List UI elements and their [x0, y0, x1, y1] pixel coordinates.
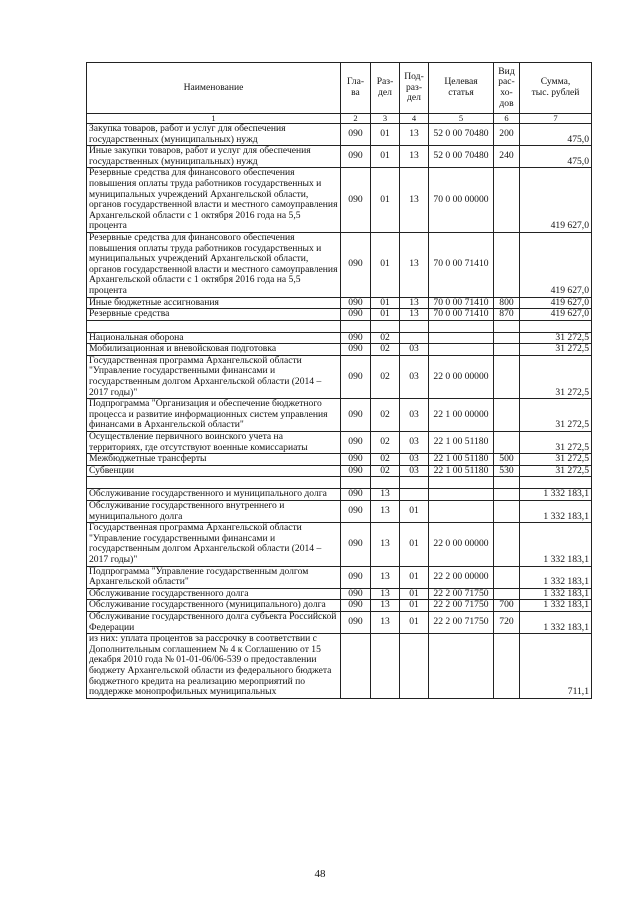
amount-cell: 1 332 183,1 [520, 566, 592, 588]
target-cell: 52 0 00 70480 [429, 124, 494, 146]
section-cell: 02 [371, 355, 400, 398]
section-cell: 13 [371, 523, 400, 566]
subsection-cell: 03 [400, 399, 429, 432]
chapter-cell: 090 [341, 523, 371, 566]
empty-cell [341, 320, 371, 332]
page-number: 48 [314, 868, 326, 880]
exptype-cell [494, 634, 520, 699]
name-cell: Субвенции [87, 465, 341, 477]
amount-cell: 1 332 183,1 [520, 523, 592, 566]
empty-cell [87, 320, 341, 332]
subsection-cell: 13 [400, 168, 429, 233]
name-cell: Обслуживание государственного (муниципального) долга [87, 600, 341, 612]
subsection-cell [400, 332, 429, 344]
amount-cell: 419 627,0 [520, 232, 592, 297]
target-cell [429, 489, 494, 501]
section-cell [371, 634, 400, 699]
section-cell: 01 [371, 168, 400, 233]
col-num: 7 [520, 114, 592, 124]
section-cell: 01 [371, 297, 400, 309]
target-cell [429, 634, 494, 699]
col-num: 6 [494, 114, 520, 124]
table-row [87, 432, 592, 454]
exptype-cell [494, 168, 520, 233]
col-num: 4 [400, 114, 429, 124]
target-cell: 22 1 00 51180 [429, 432, 494, 454]
exptype-cell: 200 [494, 124, 520, 146]
section-cell: 13 [371, 600, 400, 612]
section-cell: 01 [371, 146, 400, 168]
name-cell: из них: уплата процентов за рассрочку в соответствии с Дополнительным соглашением № 4 к Соглашению от 15 декабря 2010 года № 01-01-06/06-539 о предоставлении бюджету Архангельской области из федерального бюджета бюджетного кредита на реализацию мероприятий по поддержке монопрофильных муниципальных [87, 634, 341, 699]
col-target-header: Целевая статья [429, 63, 494, 114]
target-cell [429, 344, 494, 356]
col-chapter-header: Гла- ва [341, 63, 371, 114]
chapter-cell: 090 [341, 399, 371, 432]
name-cell: Подпрограмма "Управление государственным долгом Архангельской области" [87, 566, 341, 588]
target-cell [429, 332, 494, 344]
chapter-cell: 090 [341, 501, 371, 523]
section-cell: 13 [371, 489, 400, 501]
name-cell: Межбюджетные трансферты [87, 454, 341, 466]
subsection-cell: 13 [400, 309, 429, 321]
target-cell: 22 2 00 71750 [429, 600, 494, 612]
table-body [87, 124, 592, 699]
chapter-cell: 090 [341, 232, 371, 297]
target-cell: 22 1 00 00000 [429, 399, 494, 432]
chapter-cell: 090 [341, 355, 371, 398]
amount-cell: 711,1 [520, 634, 592, 699]
table-row [87, 501, 592, 523]
section-cell: 01 [371, 309, 400, 321]
subsection-cell: 03 [400, 432, 429, 454]
exptype-cell [494, 432, 520, 454]
col-exptype-header: Вид рас- хо- дов [494, 63, 520, 114]
target-cell: 22 1 00 51180 [429, 454, 494, 466]
amount-cell: 1 332 183,1 [520, 501, 592, 523]
exptype-cell: 800 [494, 297, 520, 309]
exptype-cell [494, 332, 520, 344]
section-cell: 02 [371, 344, 400, 356]
subsection-cell: 01 [400, 588, 429, 600]
table-row [87, 634, 592, 699]
name-cell: Иные бюджетные ассигнования [87, 297, 341, 309]
table-row [87, 168, 592, 233]
table-row [87, 600, 592, 612]
empty-cell [429, 477, 494, 489]
subsection-cell: 13 [400, 124, 429, 146]
amount-cell: 31 272,5 [520, 332, 592, 344]
chapter-cell: 090 [341, 124, 371, 146]
target-cell: 22 1 00 51180 [429, 465, 494, 477]
target-cell: 70 0 00 71410 [429, 232, 494, 297]
chapter-cell: 090 [341, 566, 371, 588]
table-row [87, 124, 592, 146]
subsection-cell [400, 489, 429, 501]
table-row [87, 588, 592, 600]
amount-cell: 31 272,5 [520, 465, 592, 477]
table-row [87, 454, 592, 466]
name-cell: Государственная программа Архангельской области "Управление государственными финансами и государственным долгом Архангельской области (2014 – 2017 годы)" [87, 355, 341, 398]
table-row [87, 344, 592, 356]
col-amount-header: Сумма, тыс. рублей [520, 63, 592, 114]
subsection-cell: 13 [400, 232, 429, 297]
name-cell: Резервные средства для финансового обеспечения повышения оплаты труда работников государственных и муниципальных учреждений Архангельской области, органов государственной власти и местного самоуправления Архангельской области с 1 октября 2016 года на 5,5 процента [87, 232, 341, 297]
target-cell: 22 2 00 71750 [429, 588, 494, 600]
exptype-cell [494, 344, 520, 356]
subsection-cell: 03 [400, 355, 429, 398]
name-cell: Мобилизационная и вневойсковая подготовка [87, 344, 341, 356]
exptype-cell [494, 399, 520, 432]
section-cell: 13 [371, 501, 400, 523]
amount-cell: 31 272,5 [520, 344, 592, 356]
name-cell: Национальная оборона [87, 332, 341, 344]
table-row [87, 146, 592, 168]
target-cell [429, 501, 494, 523]
chapter-cell: 090 [341, 465, 371, 477]
name-cell: Обслуживание государственного внутреннего и муниципального долга [87, 501, 341, 523]
col-section-header: Раз- дел [371, 63, 400, 114]
empty-cell [341, 477, 371, 489]
exptype-cell: 530 [494, 465, 520, 477]
empty-cell [520, 320, 592, 332]
name-cell: Обслуживание государственного и муниципального долга [87, 489, 341, 501]
amount-cell: 475,0 [520, 146, 592, 168]
target-cell: 70 0 00 71410 [429, 297, 494, 309]
section-cell: 02 [371, 432, 400, 454]
amount-cell: 419 627,0 [520, 297, 592, 309]
subsection-cell: 13 [400, 297, 429, 309]
chapter-cell: 090 [341, 344, 371, 356]
amount-cell: 1 332 183,1 [520, 600, 592, 612]
section-cell: 13 [371, 611, 400, 633]
amount-cell: 419 627,0 [520, 309, 592, 321]
subsection-cell: 03 [400, 465, 429, 477]
name-cell: Закупка товаров, работ и услуг для обеспечения государственных (муниципальных) нужд [87, 124, 341, 146]
target-cell: 22 0 00 00000 [429, 355, 494, 398]
chapter-cell: 090 [341, 146, 371, 168]
exptype-cell: 870 [494, 309, 520, 321]
section-cell: 02 [371, 465, 400, 477]
amount-cell: 475,0 [520, 124, 592, 146]
amount-cell: 1 332 183,1 [520, 489, 592, 501]
empty-cell [494, 320, 520, 332]
chapter-cell: 090 [341, 309, 371, 321]
exptype-cell [494, 523, 520, 566]
chapter-cell: 090 [341, 332, 371, 344]
table-row [87, 566, 592, 588]
spacer-row [87, 477, 592, 489]
exptype-cell: 720 [494, 611, 520, 633]
name-cell: Резервные средства для финансового обеспечения повышения оплаты труда работников государственных и муниципальных учреждений Архангельской области, органов государственной власти и местного самоуправления Архангельской области с 1 октября 2016 года на 5,5 процента [87, 168, 341, 233]
subsection-cell: 01 [400, 523, 429, 566]
name-cell: Осуществление первичного воинского учета на территориях, где отсутствуют военные комиссариаты [87, 432, 341, 454]
target-cell: 70 0 00 00000 [429, 168, 494, 233]
table-row [87, 332, 592, 344]
amount-cell: 31 272,5 [520, 355, 592, 398]
table-header [87, 63, 592, 124]
chapter-cell: 090 [341, 600, 371, 612]
table-row [87, 309, 592, 321]
subsection-cell: 01 [400, 611, 429, 633]
name-cell: Подпрограмма "Организация и обеспечение бюджетного процесса и развитие информационных систем управления финансами в Архангельской области" [87, 399, 341, 432]
empty-cell [400, 320, 429, 332]
exptype-cell [494, 566, 520, 588]
chapter-cell: 090 [341, 432, 371, 454]
amount-cell: 31 272,5 [520, 399, 592, 432]
amount-cell: 1 332 183,1 [520, 611, 592, 633]
empty-cell [371, 477, 400, 489]
empty-cell [87, 477, 341, 489]
section-cell: 13 [371, 566, 400, 588]
chapter-cell: 090 [341, 588, 371, 600]
exptype-cell: 500 [494, 454, 520, 466]
subsection-cell: 03 [400, 454, 429, 466]
empty-cell [520, 477, 592, 489]
name-cell: Резервные средства [87, 309, 341, 321]
chapter-cell: 090 [341, 489, 371, 501]
exptype-cell [494, 489, 520, 501]
col-subsection-header: Под- раз- дел [400, 63, 429, 114]
exptype-cell [494, 588, 520, 600]
section-cell: 01 [371, 232, 400, 297]
chapter-cell [341, 634, 371, 699]
target-cell: 22 2 00 71750 [429, 611, 494, 633]
table-row [87, 611, 592, 633]
target-cell: 70 0 00 71410 [429, 309, 494, 321]
spacer-row [87, 320, 592, 332]
amount-cell: 1 332 183,1 [520, 588, 592, 600]
subsection-cell: 13 [400, 146, 429, 168]
exptype-cell [494, 232, 520, 297]
empty-cell [371, 320, 400, 332]
col-num: 1 [87, 114, 341, 124]
section-cell: 01 [371, 124, 400, 146]
subsection-cell: 01 [400, 600, 429, 612]
exptype-cell [494, 355, 520, 398]
table-row [87, 355, 592, 398]
empty-cell [400, 477, 429, 489]
table-row [87, 232, 592, 297]
column-number-row [87, 114, 592, 124]
table-row [87, 399, 592, 432]
subsection-cell: 01 [400, 566, 429, 588]
col-num: 2 [341, 114, 371, 124]
amount-cell: 31 272,5 [520, 454, 592, 466]
exptype-cell: 700 [494, 600, 520, 612]
exptype-cell [494, 501, 520, 523]
col-num: 3 [371, 114, 400, 124]
section-cell: 02 [371, 399, 400, 432]
table-row [87, 489, 592, 501]
amount-cell: 31 272,5 [520, 432, 592, 454]
table-row [87, 465, 592, 477]
chapter-cell: 090 [341, 168, 371, 233]
target-cell: 22 0 00 00000 [429, 523, 494, 566]
amount-cell: 419 627,0 [520, 168, 592, 233]
subsection-cell: 01 [400, 501, 429, 523]
section-cell: 02 [371, 454, 400, 466]
exptype-cell: 240 [494, 146, 520, 168]
name-cell: Государственная программа Архангельской области "Управление государственными финансами и государственным долгом Архангельской области (2014 – 2017 годы)" [87, 523, 341, 566]
subsection-cell: 03 [400, 344, 429, 356]
subsection-cell [400, 634, 429, 699]
section-cell: 13 [371, 588, 400, 600]
chapter-cell: 090 [341, 454, 371, 466]
section-cell: 02 [371, 332, 400, 344]
col-name-header: Наименование [87, 63, 341, 114]
empty-cell [494, 477, 520, 489]
name-cell: Обслуживание государственного долга [87, 588, 341, 600]
target-cell: 22 2 00 00000 [429, 566, 494, 588]
name-cell: Обслуживание государственного долга субъекта Российской Федерации [87, 611, 341, 633]
target-cell: 52 0 00 70480 [429, 146, 494, 168]
chapter-cell: 090 [341, 611, 371, 633]
chapter-cell: 090 [341, 297, 371, 309]
table-row [87, 523, 592, 566]
table-row [87, 297, 592, 309]
name-cell: Иные закупки товаров, работ и услуг для обеспечения государственных (муниципальных) нужд [87, 146, 341, 168]
empty-cell [429, 320, 494, 332]
col-num: 5 [429, 114, 494, 124]
budget-table [86, 62, 592, 699]
